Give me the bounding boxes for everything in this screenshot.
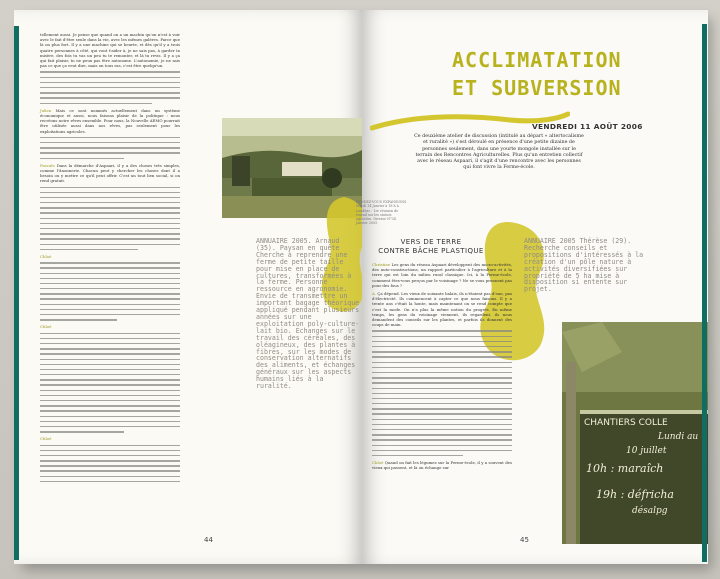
left-column-lines-c [40, 187, 180, 251]
speaker-label: Chloé [40, 253, 52, 259]
subhead-line2: CONTRE BÂCHE PLASTIQUE [378, 246, 484, 255]
left-column-lines-a [40, 71, 180, 104]
left-paragraph-2: Mais ce sont nommés actuellement dans un système économique et aussi, nous faisons plaisir de la politique : nous recréons notre rêves ensemble. Pour nous, la Nouvelle AEMO pourrait être utilisée aussi dans nos rêves, pas seulement pour les exploitations agricoles. [40, 107, 180, 134]
annuaire-right-text: ANNUAIRE 2005 Thérèse (29). Recherche conseils et propositions d'intéressés à la création d'un pôle nature à activités diversifiées sur propriété de 5 ha mise à disposition si entente sur projet. [524, 237, 644, 294]
chalkboard-sign-photo [562, 322, 708, 544]
left-text-column [40, 32, 180, 486]
right-column-lines [372, 330, 512, 456]
left-paragraph-1: tellement aussi. Je pense que quand on a un machin qu'on n'est à voir avec le fait d'être seule dans la vie, avec les mêmes galères. Parce que là on plus fort. Il y a une machine qui se heurte, et dès qu'il y a trois quatre personnes à côté, qui vont t'aider à, je ne sais pas, à garder ta misère, des fois tu vas un peu tu te remonter, et là tu revis. Il y a ça qui fait plaisir, tu ne peux pas être autonome. L'autonomie, je ne sais pas ce que ça veut dire, mais on tous ras, c'est être quelqu'un. [40, 32, 180, 69]
left-page [14, 10, 362, 564]
speaker-label: Chloé [372, 460, 384, 466]
right-paragraph-1: Les gens du réseau Aspaari développent des micro-activités, des auto-constructions, un rapport particulier à l'agriculture et à la terre qui est loin du milieu rural classique. Ici, à la Ferme-école, comment êtes-vous perçus par le voisinage ? Ne se vous prennent pas pour des fous ? [372, 262, 512, 288]
page-number-left: 44 [204, 536, 213, 544]
right-edge-strip [702, 24, 707, 562]
left-column-lines-d [40, 262, 180, 320]
sign-text-2: Lundi au [658, 432, 699, 442]
right-paragraph-3: Quand on fait les légumes sur la Ferme-école, il y a souvent des vieux qui passent, et là on échange sur [372, 460, 512, 471]
annuaire-left-text: ANNUAIRE 2005. Arnaud (35). Paysan en quête Cherche à reprendre une ferme de petite taille pour mise en place de cultures, transformées à la ferme. Personne ressource en agronomie. Envie de transmettre un important bagage théorique appliqué pendant plusieurs années sur une exploitation poly-culture-lait bio. Échanges sur le travail des céréales, des oléagineux, des plantes à fibres, sur les modes de conservation alternatifs des aliments, et échanges généraux sur les aspects humains liés à la ruralité. [256, 237, 360, 391]
speaker-label: A. [372, 291, 377, 297]
article-title-line2: ET SUBVERSION [452, 76, 622, 100]
speaker-label: Chloé [40, 324, 52, 330]
sign-text-4: 10h : maraîch [586, 462, 664, 475]
speaker-label: Christine [372, 262, 391, 267]
subhead-line1: VERS DE TERRE [400, 238, 462, 246]
speaker-label: Julien [40, 107, 52, 113]
article-title-line1: ACCLIMATATION [452, 48, 622, 72]
right-paragraph-2: Ça dépend. Les vieux de soixante balais, ils n'étaient pas d'eau, pas d'électricité. Ils commencent à capter ce que nous faisons. Il y a trente ans c'était la honte, mais maintenant on se rend compte que c'est la mode. On n'a plus la même notion du progrès. En même temps, les gens du voisinage viennent, ils regardent, ils nous demandent des conseils sur les plantes, et parfois ils donnent des coups de main. [372, 291, 512, 328]
sign-text-5: 19h : défricha [596, 488, 674, 501]
article-date: VENDREDI 11 AOÛT 2006 [532, 122, 643, 131]
speaker-label: Chloé [40, 436, 52, 442]
section-subhead [376, 238, 486, 255]
left-column-lines-b [40, 137, 180, 159]
sign-text-3: 10 juillet [626, 446, 667, 456]
right-text-column [372, 262, 512, 474]
left-paragraph-3: Dans la démarche d'Aspaari, il y a des choses très simples, comme l'ânonnerie. Chacun peut y chercher les choses dont il a besoin ou y mettre ce qu'il peut offrir. C'est un tout lien social, si on rend gratuit. [40, 162, 180, 184]
sign-text-1: CHANTIERS COLLE [584, 418, 668, 428]
left-edge-strip [14, 26, 19, 560]
rendezvous-note: RENDEZ-VOUS EXPANSIONS Mardi 14 Janvier à 18 h à Loudéac : 1er réunion de travail sur les statuts agricoles. Diverse N°34 Janvier 2005 [356, 200, 407, 226]
article-intro: Ce deuxième atelier de discussion (intitulé au départ « altertocalisme et ruralité ») s'est déroulé en présence d'une petite dizaine de personnes seulement, dans une yourte mongole installée sur le terrain des Rencontres Agriculturelles. Plus qu'un entretien collectif avec le réseau Aspaari, il s'agit d'une rencontre avec les personnes qui font vivre la Ferme-école. [414, 134, 584, 171]
page-number-right: 45 [520, 536, 529, 544]
sign-text-6: désalpg [632, 506, 668, 516]
speaker-label: Pascale [40, 162, 55, 168]
left-column-lines-e [40, 333, 180, 433]
left-column-lines-f [40, 445, 180, 483]
right-page [356, 10, 708, 564]
